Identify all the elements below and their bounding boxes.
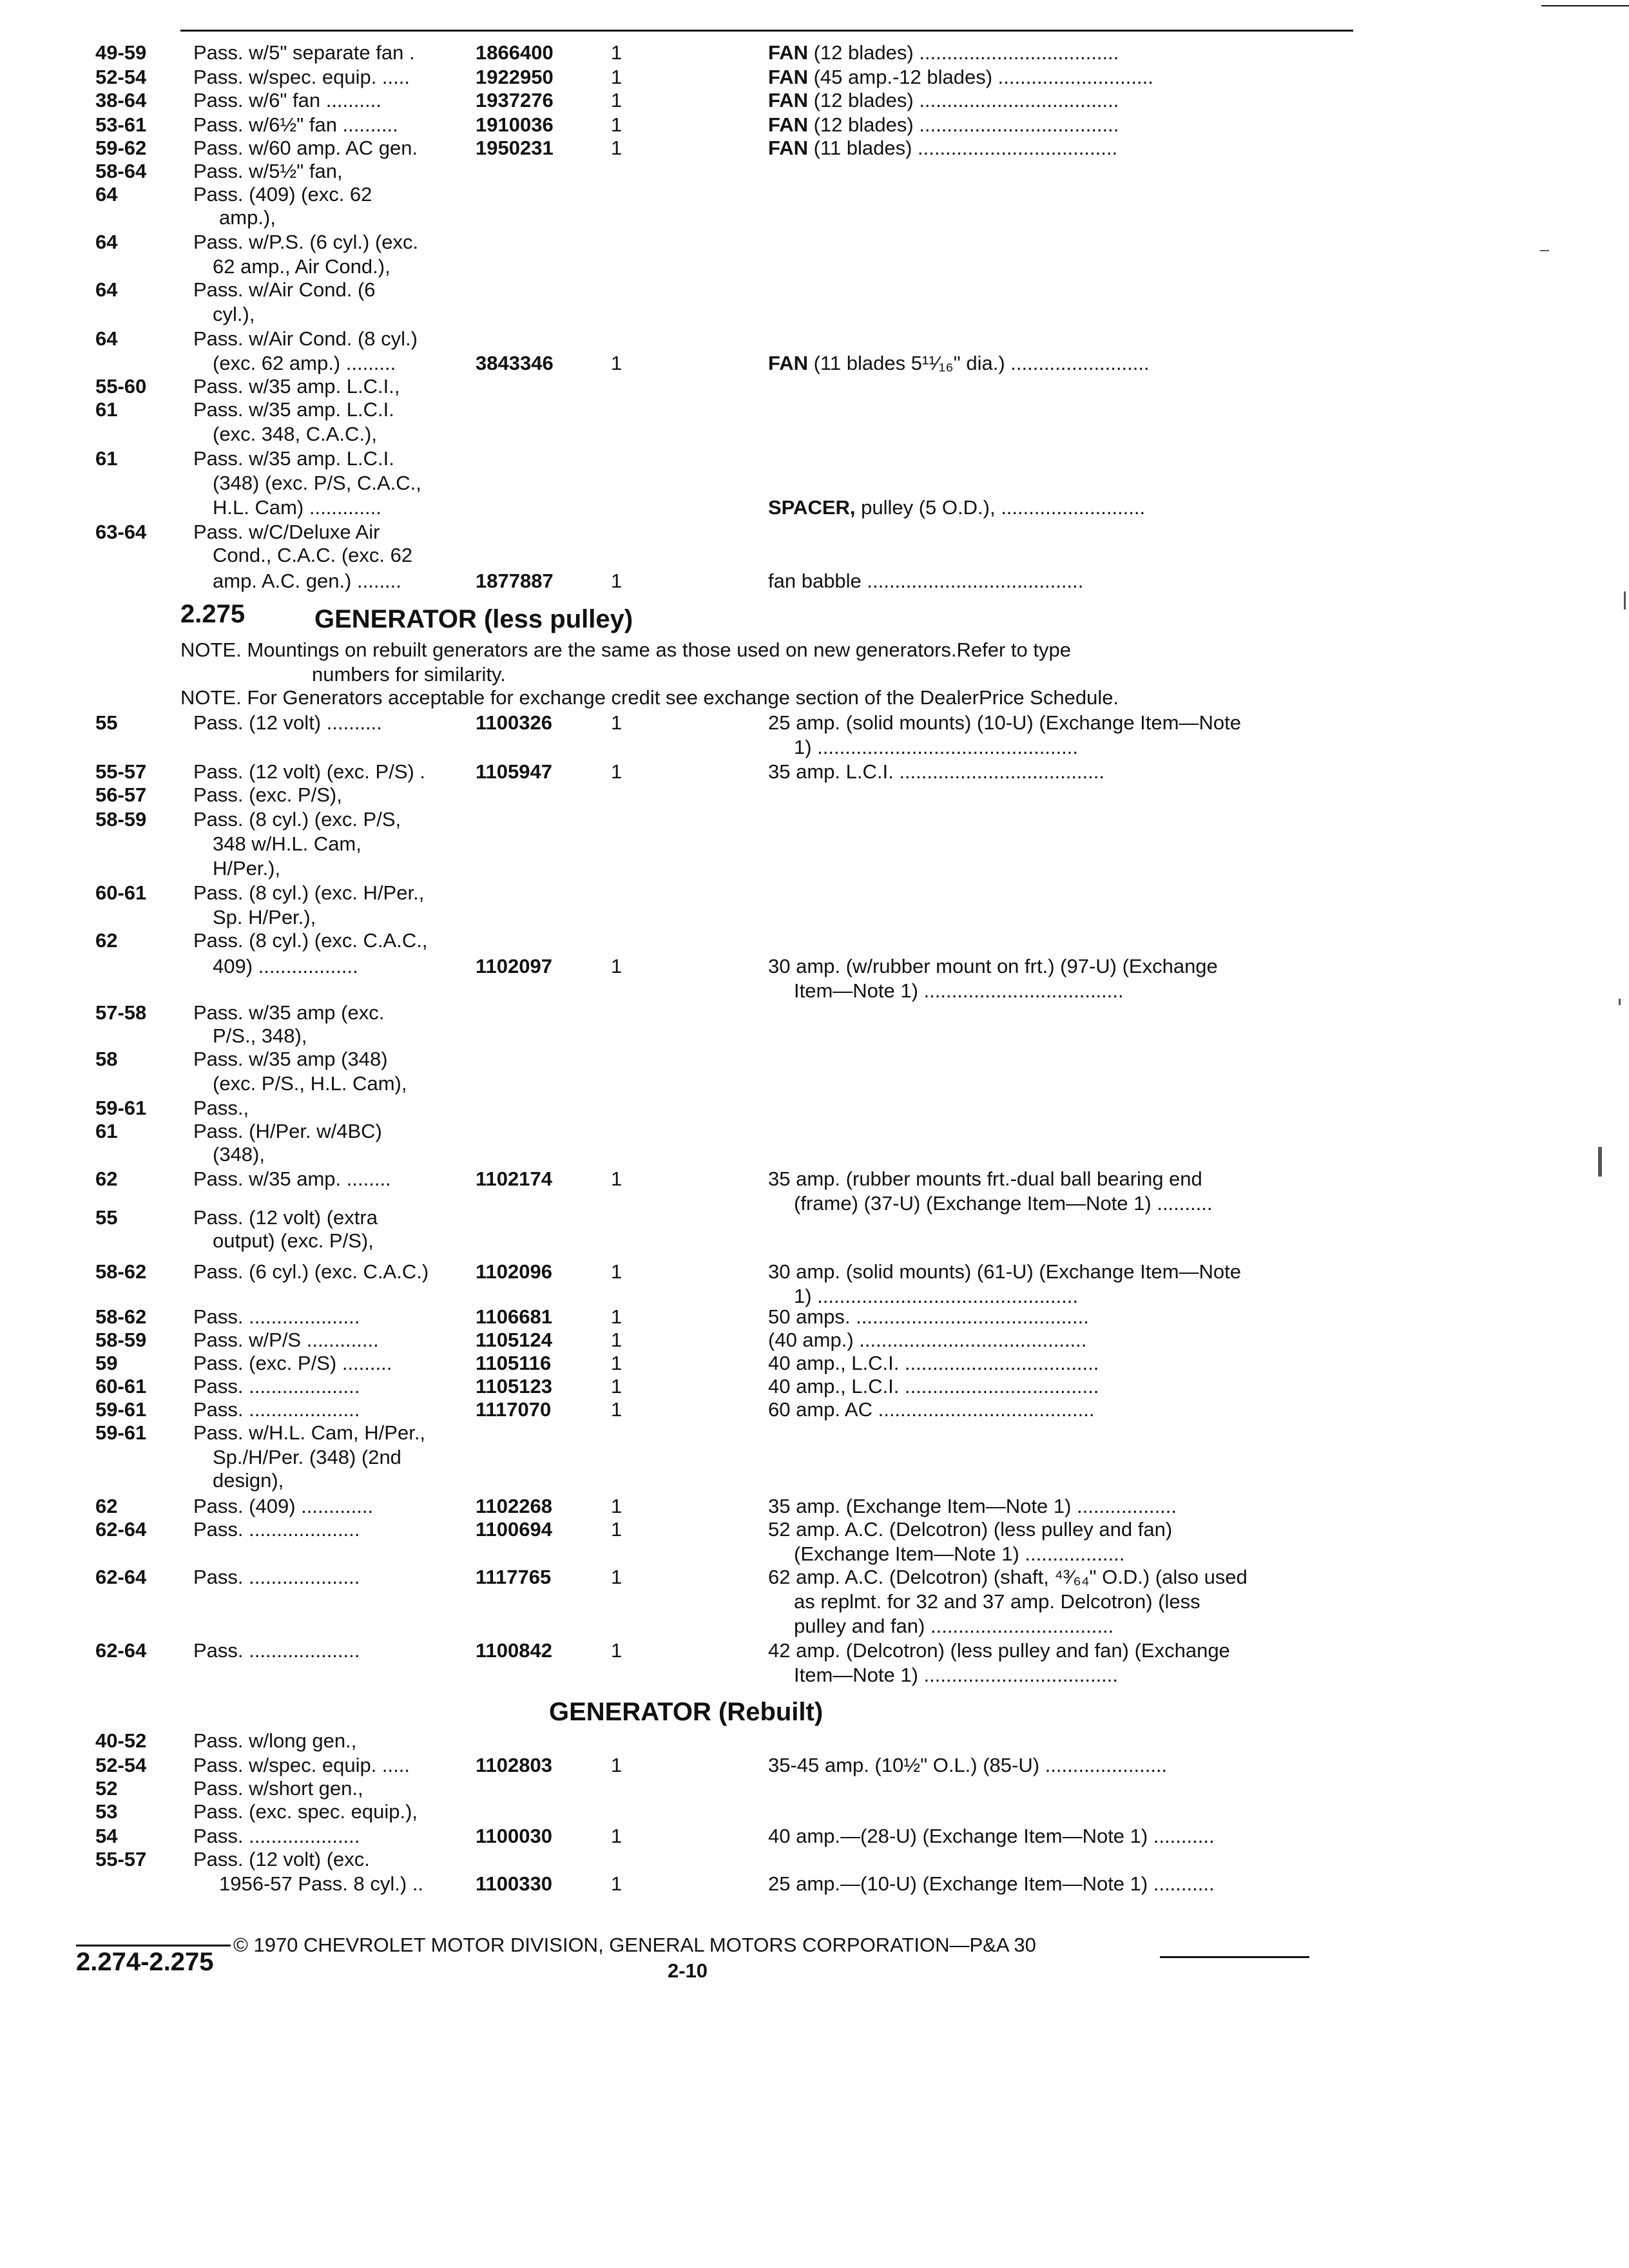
quantity: 1 — [611, 1168, 622, 1190]
footer-rule-left — [76, 1945, 231, 1946]
item-description: (Exchange Item—Note 1) .................. — [794, 1542, 1125, 1565]
application-desc: Cond., C.A.C. (exc. 62 — [213, 544, 413, 566]
quantity: 1 — [611, 1639, 622, 1662]
part-number: 1100330 — [476, 1872, 552, 1895]
model-year: 56-57 — [95, 783, 147, 806]
item-description: 40 amp.—(28-U) (Exchange Item—Note 1) ........... — [768, 1825, 1215, 1847]
quantity: 1 — [611, 352, 622, 374]
model-year: 57-58 — [95, 1001, 147, 1024]
model-year: 58-62 — [95, 1260, 147, 1283]
quantity: 1 — [611, 1260, 622, 1283]
application-desc: P/S., 348), — [213, 1024, 307, 1047]
part-number: 1922950 — [476, 66, 554, 88]
application-desc: Pass. (8 cyl.) (exc. H/Per., — [193, 881, 425, 904]
part-number: 1100326 — [476, 711, 552, 734]
section-title: GENERATOR (less pulley) — [314, 605, 633, 633]
model-year: 63-64 — [95, 521, 147, 543]
model-year: 38-64 — [95, 89, 147, 111]
application-desc: Pass. w/6½" fan .......... — [193, 113, 398, 136]
item-name: FAN — [768, 113, 808, 136]
corner-rule — [1541, 5, 1629, 6]
item-name: FAN — [768, 66, 808, 88]
top-rule — [180, 30, 1353, 32]
model-year: 61 — [95, 1120, 118, 1142]
application-desc: Pass. (8 cyl.) (exc. C.A.C., — [193, 929, 428, 952]
model-year: 62-64 — [95, 1639, 147, 1662]
application-desc: H/Per.), — [213, 857, 281, 879]
application-desc: Pass. w/C/Deluxe Air — [193, 521, 380, 543]
note-exchange: NOTE. For Generators acceptable for exchange credit see exchange section of the DealerPrice Schedule. — [180, 686, 1119, 709]
part-number: 1950231 — [476, 137, 554, 159]
item-description: pulley and fan) ................................. — [794, 1615, 1114, 1637]
quantity: 1 — [611, 1754, 622, 1776]
application-desc: Pass. (6 cyl.) (exc. C.A.C.) — [193, 1260, 429, 1283]
quantity: 1 — [611, 955, 622, 977]
quantity: 1 — [611, 1872, 622, 1895]
model-year: 55 — [95, 711, 118, 734]
model-year: 62 — [95, 1495, 118, 1517]
application-desc: Pass. w/P/S ............. — [193, 1329, 379, 1351]
model-year: 59-62 — [95, 137, 147, 159]
item-description: 35 amp. (Exchange Item—Note 1) .................. — [768, 1495, 1177, 1517]
application-desc: design), — [213, 1469, 284, 1492]
model-year: 58-59 — [95, 1329, 147, 1351]
application-desc: Sp. H/Per.), — [213, 906, 316, 928]
application-desc: Pass. w/35 amp (exc. — [193, 1001, 385, 1024]
quantity: 1 — [611, 113, 622, 136]
model-year: 58-59 — [95, 808, 147, 831]
model-year: 53-61 — [95, 113, 147, 136]
application-desc: Pass. (409) (exc. 62 — [193, 183, 372, 206]
quantity: 1 — [611, 1825, 622, 1847]
section-title-rebuilt: GENERATOR (Rebuilt) — [549, 1698, 824, 1726]
application-desc: Pass. w/5" separate fan . — [193, 41, 415, 64]
application-desc: Pass. w/35 amp. ........ — [193, 1168, 391, 1190]
part-number: 1100842 — [476, 1639, 552, 1662]
part-number: 1937276 — [476, 89, 554, 111]
item-detail: pulley (5 O.D.), .......................... — [855, 496, 1146, 519]
quantity: 1 — [611, 1495, 622, 1517]
item-description: 62 amp. A.C. (Delcotron) (shaft, ⁴³⁄₆₄" O.D.) (also used — [768, 1566, 1248, 1588]
item-description: 25 amp. (solid mounts) (10-U) (Exchange Item—Note — [768, 711, 1241, 734]
quantity: 1 — [611, 711, 622, 734]
footer-section-ref: 2.274-2.275 — [76, 1948, 214, 1976]
list-item — [0, 568, 1629, 597]
margin-mark — [1598, 1147, 1602, 1177]
application-desc: Pass. (exc. spec. equip.), — [193, 1800, 418, 1823]
model-year: 58 — [95, 1048, 118, 1070]
item-description — [768, 40, 1119, 66]
item-description: Item—Note 1) .................................... — [794, 979, 1124, 1002]
model-year: 55-57 — [95, 760, 147, 783]
item-description: 25 amp.—(10-U) (Exchange Item—Note 1) ........... — [768, 1872, 1215, 1895]
application-desc: Pass. w/spec. equip. ..... — [193, 1754, 410, 1776]
quantity: 1 — [611, 1329, 622, 1351]
part-number: 1117765 — [476, 1566, 552, 1588]
application-desc: Pass. (H/Per. w/4BC) — [193, 1120, 382, 1142]
application-desc: Pass. w/5½" fan, — [193, 160, 343, 182]
application-desc: Pass. w/Air Cond. (8 cyl.) — [193, 327, 418, 350]
item-description — [768, 64, 1153, 90]
application-desc: Pass. .................... — [193, 1518, 360, 1541]
application-desc: 1956-57 Pass. 8 cyl.) .. — [219, 1872, 424, 1895]
application-desc: Pass. w/Air Cond. (6 — [193, 278, 376, 301]
application-desc: Pass. (12 volt) (exc. — [193, 1848, 370, 1870]
item-description: 60 amp. AC ....................................... — [768, 1398, 1095, 1421]
application-desc: Pass. (8 cyl.) (exc. P/S, — [193, 808, 401, 831]
item-description: Item—Note 1) ................................... — [794, 1664, 1119, 1686]
application-desc: Pass. w/6" fan .......... — [193, 89, 381, 111]
application-desc: Pass. (12 volt) (extra — [193, 1206, 378, 1229]
list-item — [0, 1871, 1629, 1899]
application-desc: 409) .................. — [213, 955, 358, 977]
application-desc: (348) (exc. P/S, C.A.C., — [213, 472, 421, 494]
list-item — [0, 928, 1629, 956]
application-desc: Pass. .................... — [193, 1825, 360, 1847]
model-year: 59 — [95, 1352, 118, 1374]
part-number: 1102097 — [476, 955, 552, 977]
item-description: (frame) (37-U) (Exchange Item—Note 1) .......... — [794, 1192, 1213, 1215]
application-desc: Pass. (12 volt) (exc. P/S) . — [193, 760, 426, 783]
item-detail: (11 blades 5¹¹⁄₁₆" dia.) ......................... — [808, 352, 1150, 374]
application-desc: Pass. w/35 amp (348) — [193, 1048, 388, 1070]
application-desc: Pass. w/H.L. Cam, H/Per., — [193, 1421, 426, 1444]
item-detail: (45 amp.-12 blades) ............................ — [808, 66, 1153, 88]
application-desc: Pass. w/35 amp. L.C.I., — [193, 375, 400, 398]
list-item — [0, 1228, 1629, 1256]
footer-rule-right — [1160, 1956, 1309, 1958]
part-number: 1866400 — [476, 41, 554, 64]
item-description: 35 amp. (rubber mounts frt.-dual ball bearing end — [768, 1168, 1202, 1190]
margin-mark — [1619, 999, 1621, 1005]
part-number: 1102803 — [476, 1754, 552, 1776]
item-description — [768, 88, 1119, 113]
application-desc: Pass. w/long gen., — [193, 1729, 357, 1752]
model-year: 62 — [95, 929, 118, 952]
item-description — [768, 351, 1150, 376]
model-year: 62-64 — [95, 1518, 147, 1541]
model-year: 59-61 — [95, 1421, 147, 1444]
application-desc: Pass. .................... — [193, 1639, 360, 1662]
model-year: 54 — [95, 1825, 118, 1847]
application-desc: cyl.), — [213, 303, 255, 325]
item-description: as replmt. for 32 and 37 amp. Delcotron) (less — [794, 1590, 1200, 1613]
list-item — [0, 543, 1629, 571]
application-desc: Pass. (exc. P/S), — [193, 783, 342, 806]
item-detail: (12 blades) .................................... — [808, 89, 1119, 111]
application-desc: output) (exc. P/S), — [213, 1229, 374, 1252]
application-desc: (348), — [213, 1143, 265, 1166]
list-item — [0, 1662, 1629, 1691]
quantity: 1 — [611, 66, 622, 88]
model-year: 59-61 — [95, 1398, 147, 1421]
item-description: 1) ............................................... — [794, 1285, 1078, 1307]
application-desc: Pass. w/spec. equip. ..... — [193, 66, 410, 88]
part-number: 1105947 — [476, 760, 552, 783]
application-desc: Pass. .................... — [193, 1566, 360, 1588]
model-year: 62-64 — [95, 1566, 147, 1588]
part-number: 1877887 — [476, 570, 554, 592]
footer-page-number: 2-10 — [668, 1959, 708, 1982]
part-number: 1105116 — [476, 1352, 552, 1374]
item-detail: fan babble ....................................... — [768, 570, 1084, 592]
model-year: 58-64 — [95, 160, 147, 182]
item-description — [768, 112, 1119, 138]
model-year: 64 — [95, 327, 118, 350]
quantity: 1 — [611, 89, 622, 111]
item-name: FAN — [768, 89, 808, 111]
part-number: 1117070 — [476, 1398, 552, 1421]
application-desc: Pass. (exc. P/S) ......... — [193, 1352, 392, 1374]
item-description: 30 amp. (w/rubber mount on frt.) (97-U) (Exchange — [768, 955, 1218, 977]
application-desc: H.L. Cam) ............. — [213, 496, 381, 519]
item-description: 30 amp. (solid mounts) (61-U) (Exchange Item—Note — [768, 1260, 1241, 1283]
part-number: 1105124 — [476, 1329, 552, 1351]
item-name: FAN — [768, 352, 808, 374]
item-description — [768, 568, 1083, 594]
application-desc: Sp./H/Per. (348) (2nd — [213, 1446, 401, 1468]
part-number: 1100694 — [476, 1518, 552, 1541]
model-year: 53 — [95, 1800, 118, 1823]
quantity: 1 — [611, 1305, 622, 1328]
section-number: 2.275 — [180, 600, 246, 628]
application-desc: (exc. 62 amp.) ......... — [213, 352, 396, 374]
part-number: 1102268 — [476, 1495, 552, 1517]
application-desc: Pass. .................... — [193, 1398, 360, 1421]
application-desc: amp. A.C. gen.) ........ — [213, 570, 401, 592]
model-year: 52-54 — [95, 66, 147, 88]
application-desc: Pass. .................... — [193, 1305, 360, 1328]
model-year: 62 — [95, 1168, 118, 1190]
margin-mark — [1624, 591, 1626, 610]
model-year: 60-61 — [95, 1375, 147, 1398]
application-desc: Pass. w/60 amp. AC gen. — [193, 137, 418, 159]
application-desc: 348 w/H.L. Cam, — [213, 832, 361, 855]
part-number: 1102174 — [476, 1168, 552, 1190]
model-year: 52-54 — [95, 1754, 147, 1776]
part-number: 1910036 — [476, 113, 554, 136]
part-number: 1100030 — [476, 1825, 552, 1847]
model-year: 55-57 — [95, 1848, 147, 1870]
quantity: 1 — [611, 137, 622, 159]
model-year: 49-59 — [95, 41, 147, 64]
application-desc: (exc. P/S., H.L. Cam), — [213, 1072, 407, 1095]
model-year: 55-60 — [95, 375, 147, 398]
footer-copyright: © 1970 CHEVROLET MOTOR DIVISION, GENERAL MOTORS CORPORATION—P&A 30 — [233, 1934, 1036, 1956]
part-number: 3843346 — [476, 352, 554, 374]
model-year: 59-61 — [95, 1097, 147, 1119]
item-description: 52 amp. A.C. (Delcotron) (less pulley and fan) — [768, 1518, 1173, 1541]
application-desc: Pass. w/P.S. (6 cyl.) (exc. — [193, 231, 419, 253]
note-mountings: NOTE. Mountings on rebuilt generators are the same as those used on new generators.Refer to type — [180, 639, 1071, 661]
quantity: 1 — [611, 1518, 622, 1541]
item-name: SPACER, — [768, 496, 856, 519]
item-description: 35-45 amp. (10½" O.L.) (85-U) ...................... — [768, 1754, 1168, 1776]
item-description: 50 amps. .......................................... — [768, 1305, 1089, 1328]
item-description: 40 amp., L.C.I. ................................... — [768, 1352, 1099, 1374]
quantity: 1 — [611, 760, 622, 783]
part-number: 1106681 — [476, 1305, 552, 1328]
part-number: 1105123 — [476, 1375, 552, 1398]
item-description: 35 amp. L.C.I. ..................................... — [768, 760, 1104, 783]
quantity: 1 — [611, 1375, 622, 1398]
note-mountings-cont: numbers for similarity. — [312, 663, 506, 686]
model-year: 52 — [95, 1777, 118, 1800]
application-desc: Pass. .................... — [193, 1375, 360, 1398]
item-description — [768, 495, 1145, 521]
model-year: 55 — [95, 1206, 118, 1229]
item-name: FAN — [768, 41, 808, 64]
quantity: 1 — [611, 1352, 622, 1374]
quantity: 1 — [611, 1398, 622, 1421]
item-detail: (11 blades) .................................... — [808, 137, 1118, 159]
list-item — [0, 1468, 1629, 1496]
application-desc: Pass. w/35 amp. L.C.I. — [193, 447, 394, 470]
application-desc: 62 amp., Air Cond.), — [213, 255, 390, 278]
item-name: FAN — [768, 137, 808, 159]
model-year: 58-62 — [95, 1305, 147, 1328]
quantity: 1 — [611, 570, 622, 592]
application-desc: Pass. w/short gen., — [193, 1777, 363, 1800]
quantity: 1 — [611, 1566, 622, 1588]
model-year: 61 — [95, 398, 118, 421]
part-number: 1102096 — [476, 1260, 552, 1283]
item-description: 1) ............................................... — [794, 736, 1078, 758]
application-desc: Pass. w/35 amp. L.C.I. — [193, 398, 394, 421]
model-year: 64 — [95, 183, 118, 206]
application-desc: Pass. (409) ............. — [193, 1495, 374, 1517]
application-desc: Pass. (12 volt) .......... — [193, 711, 382, 734]
model-year: 64 — [95, 231, 118, 253]
application-desc: Pass., — [193, 1097, 249, 1119]
margin-mark — [1540, 250, 1549, 251]
quantity: 1 — [611, 41, 622, 64]
item-description: 40 amp., L.C.I. ................................... — [768, 1375, 1099, 1398]
item-detail: (12 blades) .................................... — [808, 41, 1119, 64]
item-description: (40 amp.) ......................................... — [768, 1329, 1087, 1351]
item-description — [768, 135, 1117, 161]
model-year: 40-52 — [95, 1729, 147, 1752]
application-desc: (exc. 348, C.A.C.), — [213, 423, 377, 445]
model-year: 60-61 — [95, 881, 147, 904]
item-description: 42 amp. (Delcotron) (less pulley and fan) (Exchange — [768, 1639, 1230, 1662]
item-detail: (12 blades) .................................... — [808, 113, 1119, 136]
model-year: 61 — [95, 447, 118, 470]
application-desc: amp.), — [219, 206, 276, 229]
model-year: 64 — [95, 278, 118, 301]
